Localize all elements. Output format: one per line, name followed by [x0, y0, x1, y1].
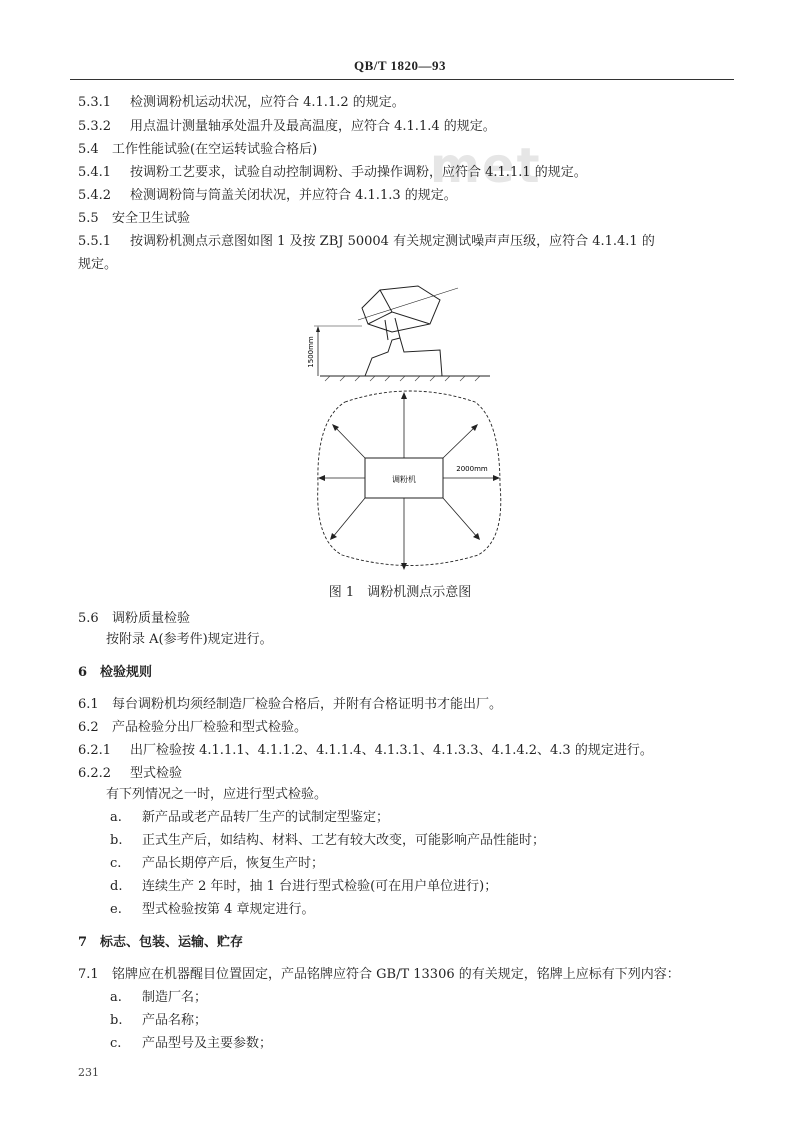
- clause-number: 6.1: [78, 697, 99, 712]
- list-text: 连续生产 2 年时，抽 1 台进行型式检验(可在用户单位进行)；: [142, 879, 498, 894]
- clause-number: 6.2.2: [78, 766, 112, 781]
- header-rule: [70, 79, 734, 80]
- list-item: [110, 989, 207, 1007]
- clause-text: 检测调粉筒与筒盖关闭状况，并应符合 4.1.1.3 的规定。: [130, 188, 457, 203]
- figure-1-diagram: [300, 280, 520, 580]
- clause-5-5-1: [78, 233, 655, 251]
- clause-5-6: [78, 610, 190, 628]
- clause-text: 用点温计测量轴承处温升及最高温度，应符合 4.1.1.4 的规定。: [130, 119, 496, 134]
- clause-number: 6.2: [78, 720, 99, 735]
- clause-text: 按调粉机测点示意图如图 1 及按 ZBJ 50004 有关规定测试噪声声压级，应符合 4.1.4.1 的: [130, 234, 655, 249]
- machine-label: 调粉机: [392, 475, 416, 484]
- list-marker: b.: [110, 1013, 123, 1028]
- chapter-title: 标志、包装、运输、贮存: [100, 935, 244, 950]
- list-item: [110, 855, 324, 873]
- clause-5-3-2: [78, 118, 496, 136]
- mixer-machine-drawing: [358, 286, 458, 376]
- list-text: 产品名称；: [142, 1013, 208, 1028]
- clause-7-1: [78, 966, 680, 984]
- clause-5-4: [78, 141, 317, 159]
- chapter-6-heading: [78, 664, 152, 682]
- list-marker: b.: [110, 833, 123, 848]
- clause-5-3-1: [78, 94, 405, 112]
- clause-6-2-2: [78, 765, 182, 783]
- list-text: 型式检验按第 4 章规定进行。: [142, 902, 315, 917]
- list-marker: a.: [110, 810, 122, 825]
- clause-text: 铭牌应在机器醒目位置固定，产品铭牌应符合 GB/T 13306 的有关规定，铭牌上应标有下列内容：: [112, 967, 680, 982]
- height-arrow-top: [316, 326, 320, 332]
- list-marker: c.: [110, 1036, 122, 1051]
- clause-text: 安全卫生试验: [112, 211, 191, 226]
- chapter-title: 检验规则: [100, 665, 153, 680]
- list-marker: c.: [110, 856, 122, 871]
- clause-text: 产品检验分出厂检验和型式检验。: [112, 720, 308, 735]
- list-text: 产品长期停产后，恢复生产时；: [142, 856, 325, 871]
- list-text: 产品型号及主要参数；: [142, 1036, 273, 1051]
- clause-text: 检测调粉机运动状况，应符合 4.1.1.2 的规定。: [130, 95, 405, 110]
- clause-text: 按调粉工艺要求，试验自动控制调粉、手动操作调粉，应符合 4.1.1.1 的规定。: [130, 165, 587, 180]
- height-label: 1500mm: [307, 336, 315, 368]
- clause-6-1: [78, 696, 502, 714]
- list-item: [110, 1035, 272, 1053]
- clause-number: 5.6: [78, 611, 99, 626]
- clause-number: 5.5: [78, 211, 99, 226]
- chapter-number: 6: [78, 665, 88, 680]
- figure-caption: 图 1 调粉机测点示意图: [328, 585, 472, 600]
- list-marker: e.: [110, 902, 122, 917]
- clause-5-5-1-cont: [78, 256, 117, 274]
- clause-text: 出厂检验按 4.1.1.1、4.1.1.2、4.1.1.4、4.1.3.1、4.1.3.3、4.1.4.2、4.3 的规定进行。: [130, 743, 653, 758]
- clause-6-2-1: [78, 742, 653, 760]
- list-item: [110, 809, 389, 827]
- chapter-number: 7: [78, 935, 88, 950]
- clause-6-2: [78, 719, 307, 737]
- clause-number: 5.4: [78, 142, 99, 157]
- list-item: [110, 878, 497, 896]
- list-marker: a.: [110, 990, 122, 1005]
- clause-number: 5.3.1: [78, 95, 112, 110]
- list-item: [110, 832, 545, 850]
- list-text: 正式生产后，如结构、材料、工艺有较大改变，可能影响产品性能时；: [142, 833, 546, 848]
- clause-text: 规定。: [78, 257, 118, 272]
- clause-number: 7.1: [78, 967, 99, 982]
- clause-number: 6.2.1: [78, 743, 112, 758]
- list-item: [110, 901, 315, 919]
- clause-6-2-2-intro: 有下列情况之一时，应进行型式检验。: [106, 787, 328, 802]
- clause-5-6-text: 按附录 A(参考件)规定进行。: [106, 632, 273, 647]
- list-item: [110, 1012, 207, 1030]
- list-marker: d.: [110, 879, 123, 894]
- clause-text: 每台调粉机均须经制造厂检验合格后，并附有合格证明书才能出厂。: [112, 697, 503, 712]
- clause-title: 型式检验: [130, 766, 183, 781]
- page-number: 231: [78, 1066, 99, 1079]
- list-text: 新产品或老产品转厂生产的试制定型鉴定；: [142, 810, 390, 825]
- watermark: met: [430, 138, 542, 194]
- clause-number: 5.5.1: [78, 234, 112, 249]
- clause-5-4-2: [78, 187, 457, 205]
- list-text: 制造厂名；: [142, 990, 208, 1005]
- clause-text: 工作性能试验(在空运转试验合格后): [112, 142, 318, 157]
- clause-5-5: [78, 210, 190, 228]
- clause-number: 5.4.1: [78, 165, 112, 180]
- clause-number: 5.4.2: [78, 188, 112, 203]
- chapter-7-heading: [78, 934, 243, 952]
- document-header: QB/T 1820—93: [353, 58, 447, 73]
- ground-hatching: [325, 376, 480, 381]
- clause-number: 5.3.2: [78, 119, 112, 134]
- clause-title: 调粉质量检验: [112, 611, 191, 626]
- clause-5-4-1: [78, 164, 587, 182]
- distance-label: 2000mm: [456, 465, 488, 473]
